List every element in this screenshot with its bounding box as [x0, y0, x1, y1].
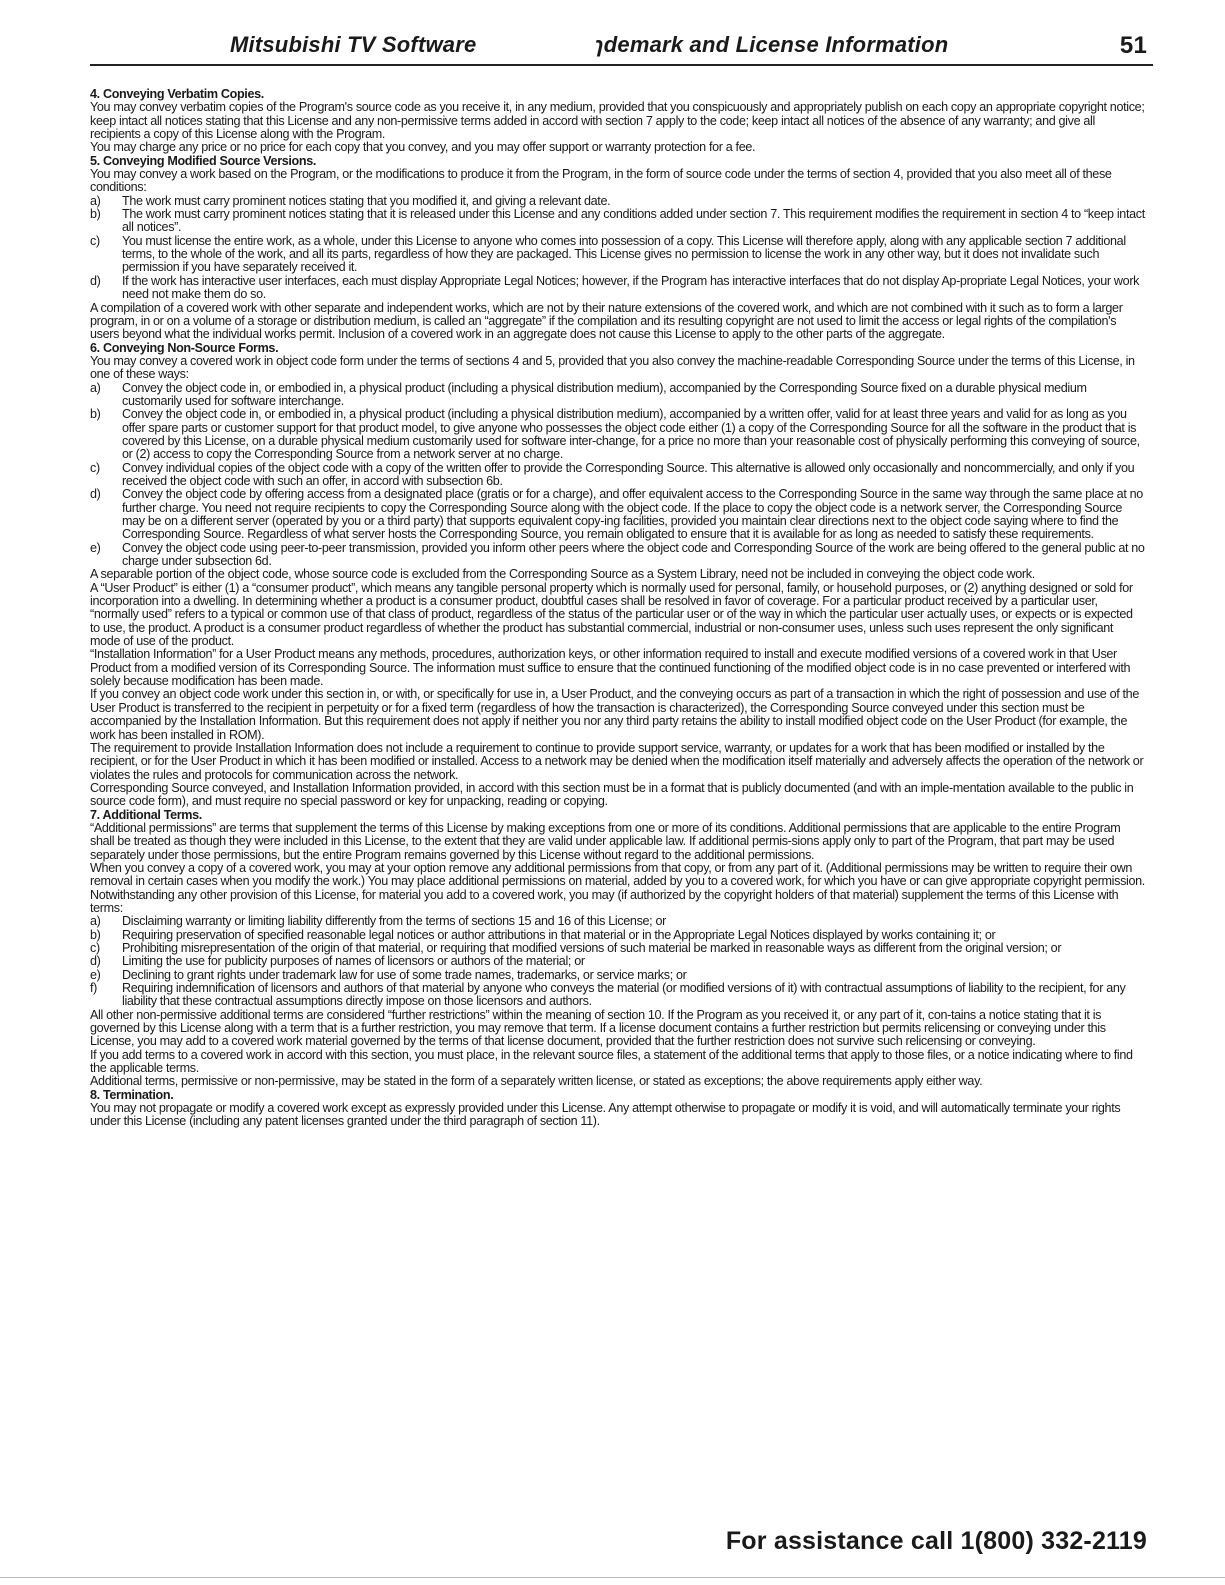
list-marker: c) [90, 460, 100, 475]
list-item-text: Convey the object code in, or embodied in, a physical product (including a physical distribution medium), accompanied by a written offer, valid for at least three years and valid for as long as you offer spare parts or customer support for that product model, to give anyone who possesses the object code either (1) a copy of the Corresponding Source for all the software in the product that is covered by this License, on a durable physical medium customarily used for software inter-change, for a price no more than your reasonable cost of physically performing this conveying of source, or (2) access to copy the Corresponding Source from a network server at no charge. [122, 407, 1140, 462]
list-item [90, 955, 1145, 968]
paragraph: You may convey a covered work in object code form under the terms of sections 4 and 5, provided that you also convey the machine-readable Corresponding Source under the terms of this License, in one of these ways: [90, 353, 1135, 382]
paragraph: A compilation of a covered work with other separate and independent works, which are not by their nature extensions of the covered work, and which are not combined with it such as to form a larger program, in or on a volume of a storage or distribution medium, is called an “aggregate” if the compilation and its resulting copyright are not used to limit the access or legal rights of the compilation's users beyond what the individual works permit. Inclusion of a covered work in an aggregate does not cause this License to apply to the other parts of the aggregate. [90, 300, 1123, 342]
page-number: 51 [1119, 32, 1147, 59]
paragraph: When you convey a copy of a covered work, you may at your option remove any additional permissions from that copy, or from any part of it. (Additional permissions may be written to require their own removal in certain cases when you modify the work.) You may place additional permissions on material, added by you to a covered work, for which you have or can give appropriate copyright permission. [90, 860, 1145, 889]
paragraph: Notwithstanding any other provision of this License, for material you add to a covered work, you may (if authorized by the copyright holders of that material) supplement the terms of this License with terms: [90, 887, 1119, 915]
header-title-left: Mitsubishi TV Software [230, 32, 477, 57]
list-item [90, 382, 1145, 409]
paragraph: Corresponding Source conveyed, and Installation Information provided, in accord with this section must be in a format that is publicly documented (and with an imple-mentation available to the public in source code form), and must require no special password or key for unpacking, reading or copying. [90, 780, 1134, 809]
paragraph: You may convey verbatim copies of the Program's source code as you receive it, in any medium, provided that you conspicuously and appropriately publish on each copy an appropriate copyright notice; keep intact all notices stating that this License and any non-permissive terms added in accord with section 7 apply to the code; keep intact all notices of the absence of any warranty; and give all recipients a copy of this License along with the Program. [90, 100, 1145, 142]
list-item [90, 969, 1145, 982]
list-item-text: Prohibiting misrepresentation of the origin of that material, or requiring that modified versions of such material be marked in reasonable ways as different from the original version; or [122, 941, 1062, 955]
list-item [90, 195, 1145, 208]
paragraph: A separable portion of the object code, whose source code is excluded from the Corresponding Source as a System Library, need not be included in conveying the object code work. [90, 567, 1035, 582]
list-item-text: You must license the entire work, as a whole, under this License to anyone who comes into possession of a copy. This License will therefore apply, along with any applicable section 7 additional terms, to the whole of the work, and all its parts, regardless of how they are packaged. This License gives no permission to license the work in any other way, but it does not invalidate such permission if you have separately received it. [122, 233, 1126, 275]
list-marker: b) [90, 407, 101, 422]
list-item [90, 488, 1145, 541]
list-item-text: Requiring indemnification of licensors and authors of that material by anyone who conveys the material (or modified versions of it) with contractual assumptions of liability to the recipient, for any liability that these contractual assumptions directly impose on those licensors and authors. [122, 981, 1126, 1009]
list-item-text: Limiting the use for publicity purposes of names of licensors or authors of the material; or [122, 954, 585, 969]
list-item [90, 275, 1145, 302]
section-5-heading: 5. Conveying Modified Source Versions. [90, 153, 317, 168]
list-item [90, 542, 1145, 569]
list-marker: d) [90, 954, 101, 969]
list-marker: b) [90, 207, 101, 222]
list-marker: d) [90, 273, 101, 288]
section-4-heading: 4. Conveying Verbatim Copies. [90, 87, 264, 101]
list-marker: a) [90, 914, 101, 929]
list-item-text: If the work has interactive user interfaces, each must display Appropriate Legal Notices; however, if the Program has interactive interfaces that do not display Ap-propriate Legal Notices, your work need not make them do so. [122, 273, 1140, 302]
list-item-text: The work must carry prominent notices stating that it is released under this License and any conditions added under section 7. This requirement modifies the requirement in section 4 to “keep intact all notices”. [122, 207, 1145, 235]
list-marker: b) [90, 927, 101, 942]
list-item [90, 915, 1145, 928]
list-item [90, 408, 1145, 461]
list-marker: c) [90, 233, 100, 248]
list-item [90, 235, 1145, 275]
paragraph: Additional terms, permissive or non-permissive, may be stated in the form of a separately written license, or stated as exceptions; the above requirements apply either way. [90, 1074, 983, 1089]
list-item [90, 982, 1145, 1009]
list-item-text: Convey individual copies of the object code with a copy of the written offer to provide the Corresponding Source. This alternative is allowed only occasionally and noncommercially, and only if you received the object code with such an offer, in accord with subsection 6b. [122, 460, 1135, 488]
list-item-text: Convey the object code in, or embodied in, a physical product (including a physical distribution medium), accompanied by the Corresponding Source fixed on a durable physical medium customarily used for software interchange. [122, 380, 1087, 408]
list-marker: d) [90, 487, 101, 502]
section-8-heading: 8. Termination. [90, 1087, 174, 1102]
list-marker: a) [90, 380, 101, 395]
paragraph: “Additional permissions” are terms that supplement the terms of this License by making exceptions from one or more of its conditions. Additional permissions that are applicable to the entire Program shall be treated as though they were included in this License, to the extent that they are valid under applicable law. If additional permis-sions apply only to part of the Program, that part may be used separately under those permissions, but the entire Program remains governed by this License without regard to the additional permissions. [90, 820, 1121, 862]
list-item-text: Convey the object code by offering access from a designated place (gratis or for a charge), and offer equivalent access to the Corresponding Source in the same way through the same place at no further charge. You need not require recipients to copy the Corresponding Source along with the object code. If the place to copy the object code is a network server, the Corresponding Source may be on a different server (operated by you or a third party) that supports equivalent copy-ing facilities, provided you maintain clear directions next to the object code saying where to find the Corresponding Source. Regardless of what server hosts the Corresponding Source, you remain obligated to ensure that it is available for as long as needed to satisfy these requirements. [122, 487, 1143, 542]
page-header [90, 30, 1153, 66]
list-item [90, 208, 1145, 235]
list-item-text: Convey the object code using peer-to-peer transmission, provided you inform other peers where the object code and Corresponding Source of the work are being offered to the general public at no charge under subsection 6d. [122, 540, 1145, 569]
list-item-text: Disclaiming warranty or limiting liability differently from the terms of sections 15 and 16 of this License; or [122, 914, 666, 929]
list-item [90, 942, 1145, 955]
list-item [90, 462, 1145, 489]
paragraph: You may convey a work based on the Program, or the modifications to produce it from the Program, in the form of source code under the terms of section 4, provided that you also meet all of these conditions: [90, 167, 1112, 195]
paragraph: You may charge any price or no price for each copy that you convey, and you may offer support or warranty protection for a fee. [90, 140, 756, 155]
assistance-phone: For assistance call 1(800) 332-2119 [725, 1527, 1147, 1555]
paragraph: You may not propagate or modify a covered work except as expressly provided under this License. Any attempt otherwise to propagate or modify it is void, and will automatically terminate your rights under this License (including any patent licenses granted under the third paragraph of section 11). [90, 1101, 1121, 1129]
license-text [90, 88, 1145, 1129]
paragraph: The requirement to provide Installation Information does not include a requirement to continue to provide support service, warranty, or updates for a work that has been modified or installed by the recipient, or for the User Product in which it has been modified or installed. Access to a network may be denied when the modification itself materially and adversely affects the operation of the network or violates the rules and protocols for communication across the network. [90, 740, 1144, 782]
list-marker: e) [90, 967, 101, 982]
list-item-text: Declining to grant rights under trademark law for use of some trade names, trademarks, or service marks; or [122, 967, 687, 982]
paragraph: “Installation Information” for a User Product means any methods, procedures, authorization keys, or other information required to install and execute modified versions of a covered work in that User Product from a modified version of its Corresponding Source. The information must suffice to ensure that the continued functioning of the modified object code is in no case prevented or interfered with solely because modification has been made. [90, 647, 1131, 689]
list-marker: c) [90, 941, 100, 955]
paragraph: If you add terms to a covered work in accord with this section, you must place, in the relevant source files, a statement of the additional terms that apply to those files, or a notice indicating where to find the applicable terms. [90, 1047, 1133, 1076]
paragraph: If you convey an object code work under this section in, or with, or specifically for use in, a User Product, and the conveying occurs as part of a transaction in which the right of possession and use of the User Product is transferred to the recipient in perpetuity or for a fixed term (regardless of how the transaction is characterized), the Corresponding Source conveyed under this section must be accompanied by the Installation Information. But this requirement does not apply if neither you nor any third party retains the ability to install modified object code on the User Product (for example, the work has been installed in ROM). [90, 687, 1139, 742]
list-item-text: The work must carry prominent notices stating that you modified it, and giving a relevant date. [122, 193, 611, 208]
list-marker: e) [90, 540, 101, 555]
list-marker: f) [90, 981, 97, 996]
header-title-right: ɿdemark and License Information [595, 32, 949, 57]
divider [0, 1577, 1225, 1578]
section-7-heading: 7. Additional Terms. [90, 807, 202, 822]
list-item [90, 929, 1145, 942]
paragraph: A “User Product” is either (1) a “consumer product”, which means any tangible personal property which is normally used for personal, family, or household purposes, or (2) anything designed or sold for incorporation into a dwelling. In determining whether a product is a consumer product, doubtful cases shall be resolved in favor of coverage. For a particular product received by a particular user, “normally used” refers to a typical or common use of that class of product, regardless of the status of the particular user or of the way in which the particular user actually uses, or expects or is expected to use, the product. A product is a consumer product regardless of whether the product has substantial commercial, industrial or non-consumer uses, unless such uses represent the only significant mode of use of the product. [90, 580, 1133, 649]
section-6-heading: 6. Conveying Non-Source Forms. [90, 340, 279, 355]
paragraph: All other non-permissive additional terms are considered “further restrictions” within the meaning of section 10. If the Program as you received it, or any part of it, con-tains a notice stating that it is governed by this License along with a term that is a further restriction, you may remove that term. If a license document contains a further restriction but permits relicensing or conveying under this License, you may add to a covered work material governed by the terms of that license document, provided that the further restriction does not survive such relicensing or conveying. [90, 1007, 1106, 1049]
list-item-text: Requiring preservation of specified reasonable legal notices or author attributions in that material or in the Appropriate Legal Notices displayed by works containing it; or [122, 927, 996, 942]
list-marker: a) [90, 193, 101, 208]
